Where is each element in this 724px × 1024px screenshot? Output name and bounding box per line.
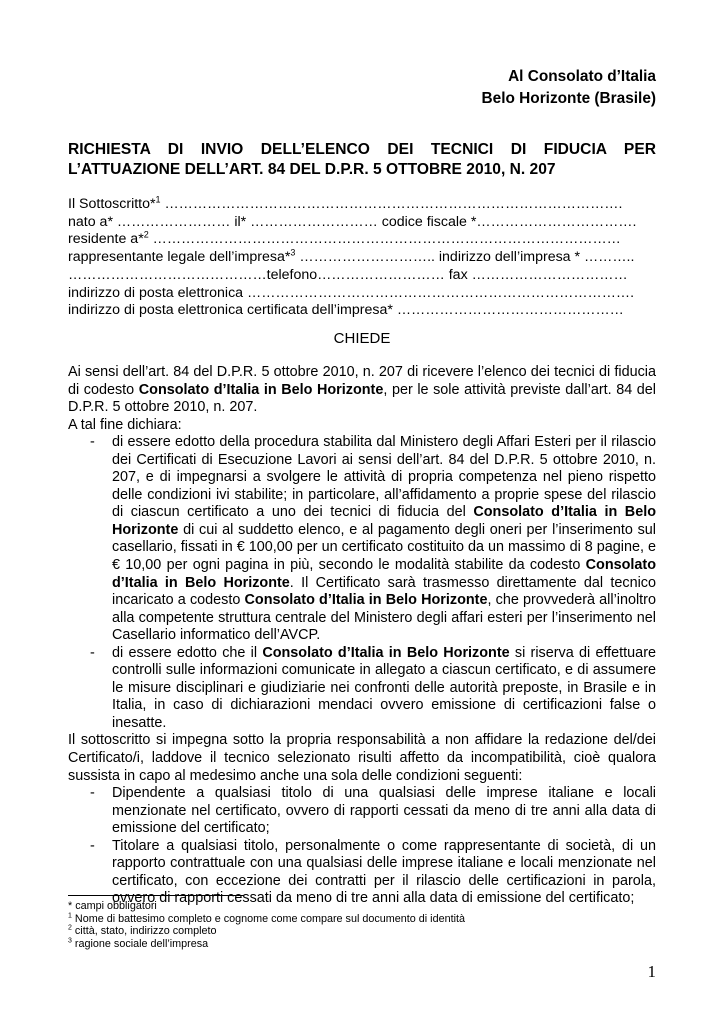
applicant-fields (68, 196, 656, 320)
field-rappresentante-indirizzo: rappresentante legale dell’impresa*$^3$ ……………………….. indirizzo dell’impresa * ……….. (68, 249, 635, 266)
footnotes (68, 900, 656, 950)
field-sottoscritto: Il Sottoscritto*$^1$ ……………………………………………………………………………………. (68, 196, 623, 212)
declare-line: A tal fine dichiara: (68, 416, 182, 433)
field-telefono-fax: ……………………………………telefono……………………… fax …………………………… (68, 266, 628, 283)
dash-marker: - (90, 785, 95, 802)
field-email: indirizzo di posta elettronica ………………………………………………………………………. (68, 284, 635, 301)
list-item: - di essere edotto della procedura stabilita dal Ministero degli Affari Esteri per il rilascio dei Certificati di Esecuzione Lavori ai sensi dell’art. 84 del D.P.R. 5 ottobre 2010, n. 207, e di impegnarsi a svolgere le attività di propria competenza nel pieno rispetto delle condizioni ivi stabilite; in particolare, all’affidamento a proprie spese del rilascio di ciascun certificato a uno dei tecnici di fiducia del Consolato d’Italia in Belo Horizonte di cui al suddetto elenco, e al pagamento degli oneri per l’inserimento sul casellario, fissati in € 100,00 per un certificato costituito da un massimo di 8 pagine, e € 10,00 per ogni pagina in più, secondo le modalità stabilite da codesto Consolato d’Italia in Belo Horizonte. Il Certificato sarà trasmesso direttamente dal tecnico incaricato a codesto Consolato d’Italia in Belo Horizonte, che provvederà all’inoltro alla competente struttura centrale del Ministero degli affari esteri per l’inserimento nel Casellario informatico dell’AVCP. (90, 434, 656, 644)
intro-paragraph: Ai sensi dell’art. 84 del D.P.R. 5 ottobre 2010, n. 207 di ricevere l’elenco dei tecnici di fiducia di codesto Consolato d’Italia in Belo Horizonte, per le sole attività previste dall’art. 84 del D.P.R. 5 ottobre 2010, n. 207. (68, 364, 656, 416)
dash-marker: - (90, 837, 95, 854)
footnote-2: $^2$ città, stato, indirizzo completo (68, 924, 217, 937)
page-number: 1 (647, 962, 656, 981)
footnote-required: * campi obbligatori (68, 900, 157, 912)
field-pec: indirizzo di posta elettronica certificata dell’impresa* ………………………………………… (68, 302, 624, 319)
footnote-1: $^1$ Nome di battesimo completo e cognome come compare sul documento di identità (68, 911, 465, 925)
list-item: - di essere edotto che il Consolato d’Italia in Belo Horizonte si riserva di effettuare controlli sulle informazioni comunicate in allegato a ciascun certificato, e di assumere le misure disciplinari e giudiziarie nei confronti delle autorità preposte, in Brasile e in Italia, in caso di dichiarazioni mendaci ovvero emissione di certificazioni false o inesatte. (90, 644, 656, 731)
addressee-line-2: Belo Horizonte (Brasile) (481, 90, 656, 107)
field-residente: residente a*$^2$ ……………………………………………………………………………………… (68, 231, 621, 248)
dash-marker: - (90, 644, 95, 661)
addressee-line-1: Al Consolato d’Italia (508, 68, 656, 85)
field-nato-codice-fiscale: nato a* …………………… il* ……………………… codice fiscale *……………………………. (68, 213, 637, 230)
footnote-divider (68, 895, 244, 896)
document-title: RICHIESTA DI INVIO DELL’ELENCO DEI TECNICI DI FIDUCIA PER L’ATTUAZIONE DELL’ART. 84 DEL D.P.R. 5 OTTOBRE 2010, N. 207 (68, 141, 656, 178)
conditions-list (68, 785, 656, 908)
list-item: - Titolare a qualsiasi titolo, personalmente o come rappresentante di società, di un rapporto contrattuale con una qualsiasi delle imprese italiane e locali menzionate nel certificato, con eccezione dei contratti per il rilascio delle certificazioni in parola, ovvero di rapporti cessati da meno di tre anni alla data di emissione del certificato; (90, 837, 656, 907)
footnote-3: $^3$ ragione sociale dell’impresa (68, 936, 209, 950)
list-item: - Dipendente a qualsiasi titolo di una qualsiasi delle imprese italiane e locali menzionate nel certificato, ovvero di rapporti cessati da meno di tre anni alla data di emissione del certificato; (90, 785, 656, 837)
request-body (68, 364, 656, 908)
dash-marker: - (90, 434, 95, 451)
declarations-list (68, 434, 656, 732)
chiede-heading: CHIEDE (333, 330, 391, 347)
commitment-paragraph: Il sottoscritto si impegna sotto la propria responsabilità a non affidare la redazione del/dei Certificato/i, laddove il tecnico selezionato risulti affetto da incompatibilità, cioè qualora sussista in capo al medesimo anche una sola delle condizioni seguenti: (68, 732, 656, 784)
